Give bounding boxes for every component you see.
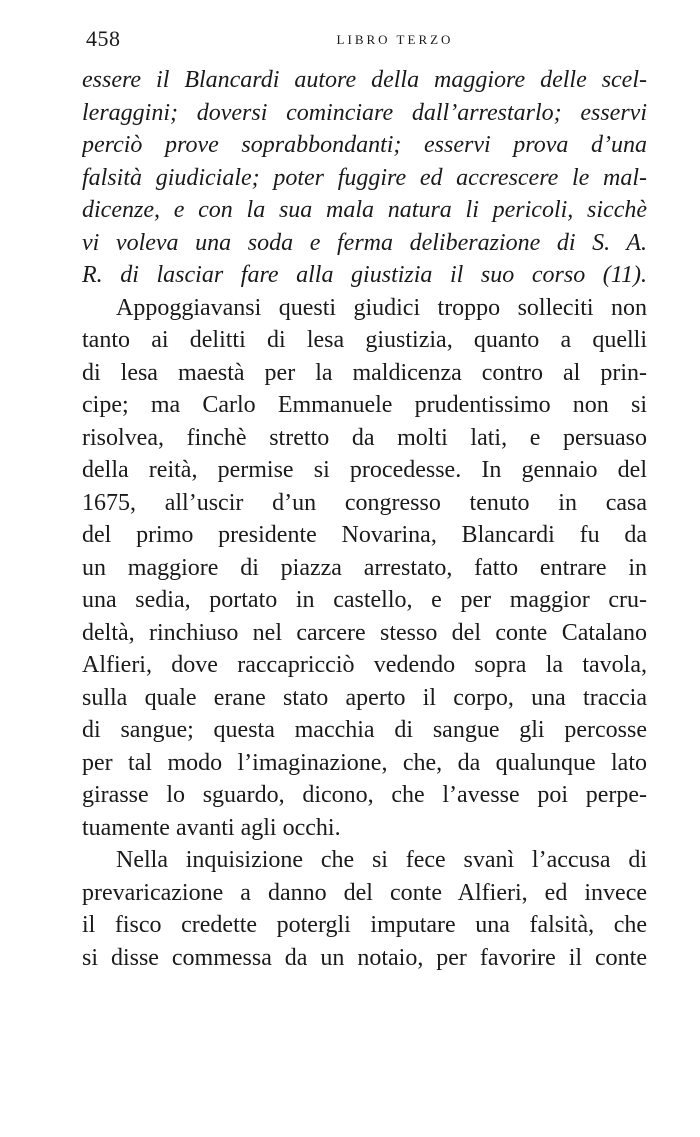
running-head: LIBRO TERZO — [336, 32, 454, 47]
text-line: tanto ai delitti di lesa giustizia, quanto a quelli — [82, 327, 647, 353]
text-line: Nella inquisizione che si fece svanì l’accusa di — [116, 847, 647, 873]
text-line: perciò prove soprabbondanti; esservi prova d’una — [82, 132, 647, 158]
text-line: essere il Blancardi autore della maggiore delle scel- — [82, 67, 647, 93]
text-line: girasse lo sguardo, dicono, che l’avesse poi perpe- — [82, 782, 647, 808]
text-line: prevaricazione a danno del conte Alfieri, ed invece — [82, 879, 647, 906]
text-line: cipe; ma Carlo Emmanuele prudentissimo non si — [82, 392, 647, 418]
text-line: Alfieri, dove raccapricciò vedendo sopra la tavola, — [82, 652, 647, 678]
text-line: vi voleva una soda e ferma deliberazione di S. A. — [82, 229, 647, 256]
text-line: si disse commessa da un notaio, per favorire il conte — [82, 944, 647, 971]
text-line: del primo presidente Novarina, Blancardi fu da — [82, 522, 647, 548]
text-line: per tal modo l’imaginazione, che, da qualunque lato — [82, 749, 647, 776]
text-line: 1675, all’uscir d’un congresso tenuto in casa — [82, 489, 647, 516]
text-line: una sedia, portato in castello, e per maggior cru- — [82, 587, 647, 613]
text-line: il fisco credette potergli imputare una falsità, che — [82, 912, 647, 938]
paragraph — [82, 844, 647, 974]
body-text — [82, 64, 647, 974]
text-line: falsità giudiciale; poter fuggire ed accrescere le mal- — [82, 164, 647, 191]
text-line: sulla quale erane stato aperto il corpo, una traccia — [82, 684, 647, 711]
text-line: leraggini; doversi cominciare dall’arrestarlo; esservi — [82, 99, 647, 126]
paragraph — [82, 292, 647, 845]
text-line: Appoggiavansi questi giudici troppo solleciti non — [116, 294, 647, 321]
text-line: un maggiore di piazza arrestato, fatto entrare in — [82, 554, 647, 581]
text-line: di lesa maestà per la maldicenza contro al prin- — [82, 359, 647, 386]
text-line: di sangue; questa macchia di sangue gli percosse — [82, 717, 647, 743]
text-line: della reità, permise si procedesse. In gennaio del — [82, 457, 647, 483]
page-number: 458 — [86, 26, 121, 51]
italic-quote-block — [82, 64, 647, 292]
text-line: dicenze, e con la sua mala natura li pericoli, sicchè — [82, 197, 647, 223]
page-header — [86, 26, 644, 56]
text-line: deltà, rinchiuso nel carcere stesso del conte Catalano — [82, 619, 647, 646]
text-line: R. di lasciar fare alla giustizia il suo corso (11). — [82, 262, 647, 288]
text-line: risolvea, finchè stretto da molti lati, e persuaso — [82, 424, 647, 451]
text-line: tuamente avanti agli occhi. — [82, 814, 341, 841]
